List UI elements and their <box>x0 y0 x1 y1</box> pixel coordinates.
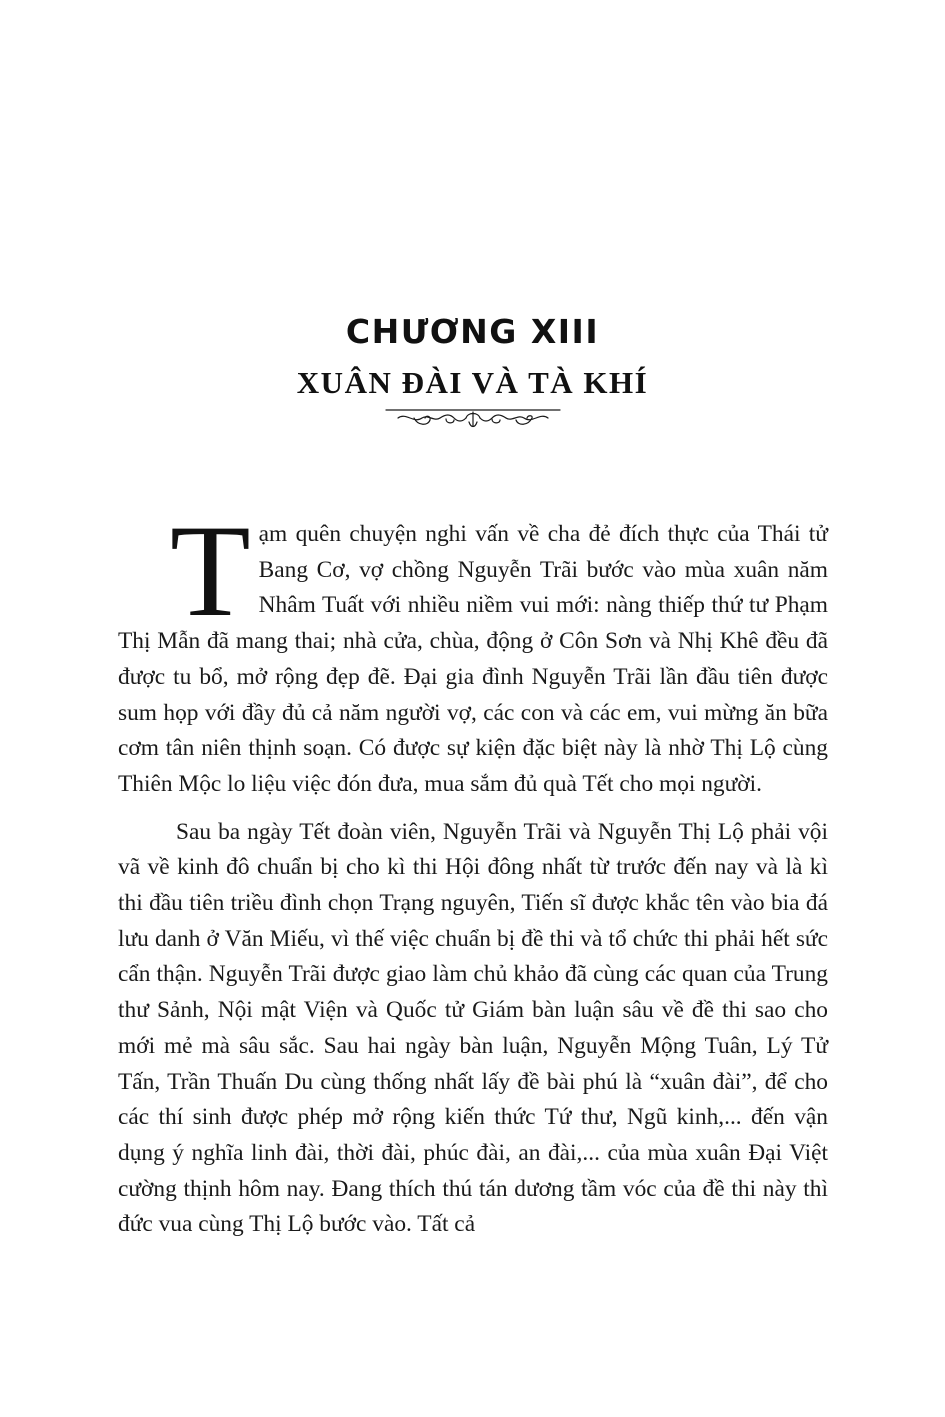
paragraph-2: Sau ba ngày Tết đoàn viên, Nguyễn Trãi và Nguyễn Thị Lộ phải vội vã về kinh đô chuẩn bị cho kì thi Hội đông nhất từ trước đến nay và là kì thi đầu tiên triều đình chọn Trạng nguyên, Tiến sĩ được khắc tên vào bia đá lưu danh ở Văn Miếu, vì thế việc chuẩn bị đề thi và tổ chức thi phải hết sức cẩn thận. Nguyễn Trãi được giao làm chủ khảo đã cùng các quan của Trung thư Sảnh, Nội mật Viện và Quốc tử Giám bàn luận sâu về đề thi sao cho mới mẻ mà sâu sắc. Sau hai ngày bàn luận, Nguyễn Mộng Tuân, Lý Tử Tấn, Trần Thuấn Du cùng thống nhất lấy đề bài phú là “xuân đài”, để cho các thí sinh được phép mở rộng kiến thức Tứ thư, Ngũ kinh,... đến vận dụng ý nghĩa linh đài, thời đài, phúc đài, an đài,... của mùa xuân Đại Việt cường thịnh hôm nay. Đang thích thú tán dương tầm vóc của đề thi này thì đức vua cùng Thị Lộ bước vào. Tất cả <box>118 818 828 1238</box>
paragraph-1 <box>118 497 828 803</box>
chapter-title: XUÂN ĐÀI VÀ TÀ KHÍ <box>296 365 649 400</box>
drop-cap: T <box>170 497 251 644</box>
paragraph-1-text: ạm quên chuyện nghi vấn về cha đẻ đích thực của Thái tử Bang Cơ, vợ chồng Nguyễn Trãi bước vào mùa xuân năm Nhâm Tuất với nhiều niềm vui mới: nàng thiếp thứ tư Phạm Thị Mẫn đã mang thai; nhà cửa, chùa, động ở Côn Sơn và Nhị Khê đều đã được tu bổ, mở rộng đẹp đẽ. Đại gia đình Nguyễn Trãi lần đầu tiên được sum họp với đầy đủ cả năm người vợ, các con và các em, vui mừng ăn bữa cơm tân niên thịnh soạn. Có được sự kiện đặc biệt này là nhờ Thị Lộ cùng Thiên Mộc lo liệu việc đón đưa, mua sắm đủ quà Tết cho mọi người. <box>118 521 828 797</box>
chapter-body <box>118 497 828 1243</box>
flourish-divider-icon <box>384 406 562 432</box>
chapter-number: CHƯƠNG XIII <box>345 312 600 351</box>
